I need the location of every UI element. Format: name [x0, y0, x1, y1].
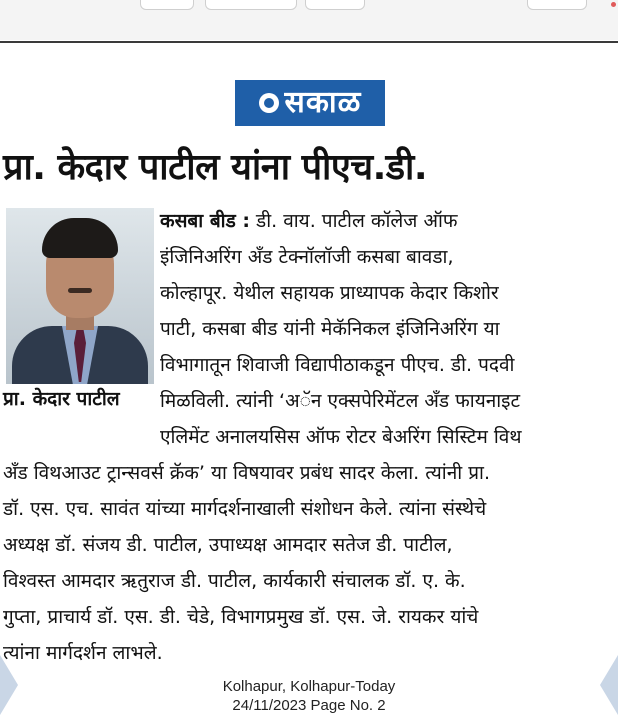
viewer-top-bar: [0, 0, 618, 40]
article-line: डॉ. एस. एच. सावंत यांच्या मार्गदर्शनाखाली संशोधन केले. त्यांना संस्थेचे: [3, 498, 487, 520]
article-line: इंजिनिअरिंग अँड टेक्नॉलॉजी कसबा बावडा,: [160, 246, 454, 268]
corner-decoration: [596, 655, 618, 715]
article-line: पाटी, कसबा बीड यांनी मेकॅनिकल इंजिनिअरिंग या: [160, 318, 500, 340]
corner-decoration: [0, 655, 26, 715]
top-divider: [0, 41, 618, 43]
article-line: विभागातून शिवाजी विद्यापीठाकडून पीएच. डी. पदवी: [160, 354, 515, 376]
notification-dot-icon: [611, 2, 616, 7]
toolbar-button[interactable]: [527, 0, 587, 10]
newspaper-masthead: [235, 80, 385, 126]
source-label: Kolhapur, Kolhapur-Today: [222, 678, 396, 695]
article-line: कसबा बीड : डी. वाय. पाटील कॉलेज ऑफ: [160, 210, 458, 232]
article-line: मिळविली. त्यांनी ‘अॅन एक्सपेरिमेंटल अँड फायनाइट: [160, 390, 521, 412]
toolbar-button[interactable]: [205, 0, 297, 10]
article-line: गुप्ता, प्राचार्य डॉ. एस. डी. चेडे, विभागप्रमुख डॉ. एस. जे. रायकर यांचे: [3, 606, 479, 628]
article-line: अँड विथआउट ट्रान्सवर्स क्रॅक’ या विषयावर प्रबंध सादर केला. त्यांनी प्रा.: [3, 462, 490, 484]
article-line: कोल्हापूर. येथील सहायक प्राध्यापक केदार किशोर: [160, 282, 499, 304]
article-dateline: कसबा बीड :: [160, 210, 250, 232]
article-line: अध्यक्ष डॉ. संजय डी. पाटील, उपाध्यक्ष आमदार सतेज डी. पाटील,: [3, 534, 453, 556]
date-page-label: 24/11/2023 Page No. 2: [232, 697, 386, 714]
article-line: एलिमेंट अनालयसिस ऑफ रोटर बेअरिंग सिस्टिम विथ: [160, 426, 522, 448]
article-line: विश्वस्त आमदार ऋतुराज डी. पाटील, कार्यकारी संचालक डॉ. ए. के.: [3, 570, 466, 592]
toolbar-button[interactable]: [140, 0, 194, 10]
article-line: त्यांना मार्गदर्शन लाभले.: [3, 642, 163, 664]
article-headline: प्रा. केदार पाटील यांना पीएच.डी.: [3, 147, 428, 188]
photo-caption: प्रा. केदार पाटील: [3, 388, 120, 410]
toolbar-button[interactable]: [305, 0, 365, 10]
author-photo: [6, 208, 154, 384]
sakal-emblem-icon: [259, 93, 279, 113]
masthead-title: सकाळ: [284, 85, 362, 120]
